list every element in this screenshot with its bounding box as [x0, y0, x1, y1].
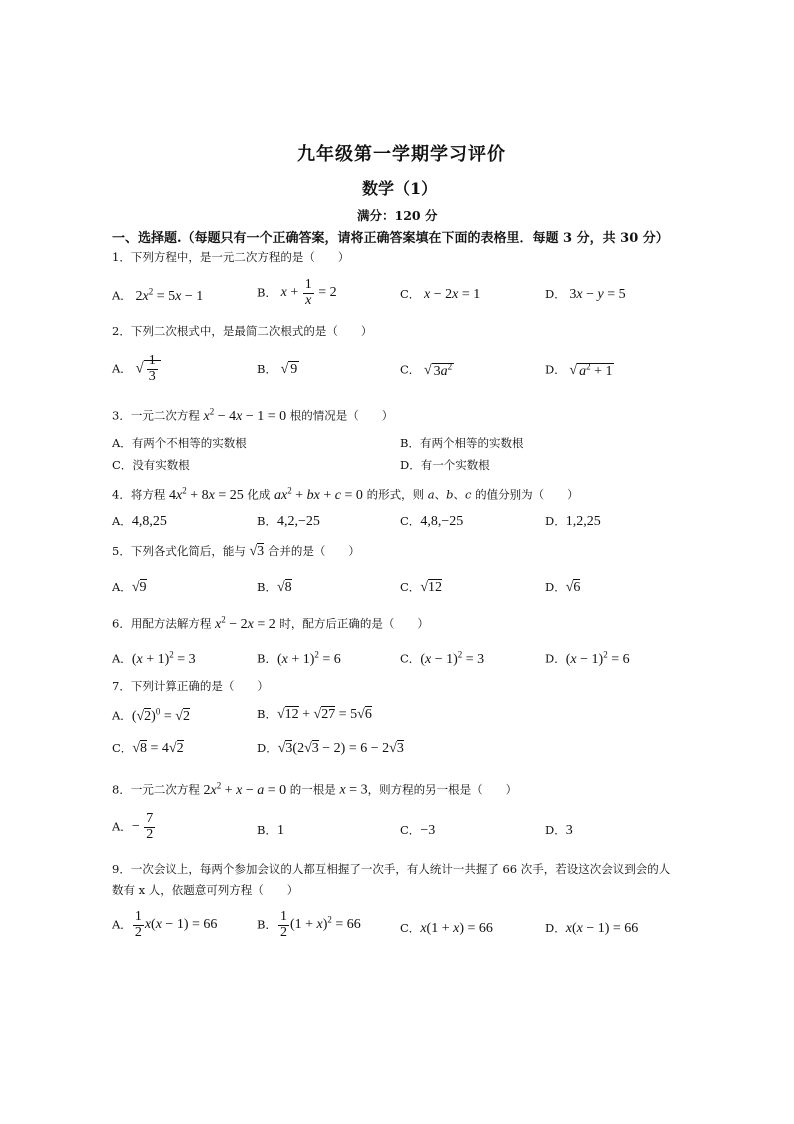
q9-option-c: C．x(1 + x) = 66 — [400, 921, 493, 936]
q3-option-d: D．有一个实数根 — [400, 458, 490, 472]
q5-option-d: D．√6 — [545, 580, 581, 595]
q4-option-a: A．4,8,25 — [112, 514, 167, 529]
q8-option-a: A．− $\frac{7}{2}$ — [112, 811, 154, 842]
question-5-stem: 5．下列各式化简后，能与 √3 合并的是（ ） — [112, 544, 360, 559]
subject-title: 数学（1） — [362, 179, 438, 198]
q5-option-a: A．√9 — [112, 580, 147, 595]
question-8-stem: 8．一元二次方程 $2x^2 + x - a = 0$ 的一根是 x = 3，则方程的另一根是（ ） — [112, 780, 518, 798]
full-score: 满分：120 分 — [357, 208, 438, 223]
q7-option-d: D．√3(2√3 − 2) = 6 − 2√3 — [257, 741, 404, 756]
question-4-stem: 4．将方程 $4x^2 + 8x = 25$ 化成 $ax^2$ + bx + c = 0 的形式，则 a、b、c 的值分别为（ ） — [112, 485, 579, 503]
q7-option-c: C．√8 = 4√2 — [112, 741, 184, 756]
q5-option-c: C．√12 — [400, 580, 442, 595]
q9-option-b: B． $\frac{1}{2}$ $(1 + x)^2 = 66$ — [257, 909, 361, 940]
q2-option-b: B． √ 9 — [257, 361, 298, 377]
question-6-stem: 6．用配方法解方程 $x^2 - 2x = 2$ 时，配方后正确的是（ ） — [112, 614, 429, 632]
q9-option-a: A． $\frac{1}{2}$ x(x − 1) = 66 — [112, 909, 218, 940]
q8-option-b: B．1 — [257, 823, 284, 838]
q6-option-b: B．$(x + 1)^2 = 6$ — [257, 649, 341, 667]
q1-option-c: C． x − 2x = 1 — [400, 287, 481, 302]
q4-option-c: C．4,8,−25 — [400, 514, 464, 529]
question-9-stem-line2: 数有 x 人，依题意可列方程（ ） — [112, 883, 299, 897]
q8-option-d: D．3 — [545, 823, 573, 838]
q6-option-a: A．$(x + 1)^2 = 3$ — [112, 649, 196, 667]
q7-option-a: A．$(√2)^0 = √2$ — [112, 706, 190, 724]
q2-option-a: A． √ $\frac{1}{3}$ — [112, 354, 161, 384]
q3-option-b: B．有两个相等的实数根 — [400, 436, 524, 450]
q6-option-c: C．$(x - 1)^2 = 3$ — [400, 649, 485, 667]
q6-option-d: D．$(x - 1)^2 = 6$ — [545, 649, 630, 667]
question-7-stem: 7．下列计算正确的是（ ） — [112, 679, 269, 693]
q4-option-d: D．1,2,25 — [545, 514, 601, 529]
q3-option-c: C．没有实数根 — [112, 458, 190, 472]
q3-option-a: A．有两个不相等的实数根 — [112, 436, 247, 450]
q2-option-d: D． √ $a^2 + 1$ — [545, 361, 613, 379]
question-9-stem-line1: 9．一次会议上，每两个参加会议的人都互相握了一次手，有人统计一共握了 66 次手，若设这次会议到会的人 — [112, 862, 671, 876]
q1-option-a: A． $2x^2 = 5x - 1$ — [112, 286, 204, 304]
question-1-stem: 1．下列方程中，是一元二次方程的是（ ） — [112, 250, 350, 264]
q1-option-b: B． x + $\frac{1}{x}$ = 2 — [257, 277, 337, 308]
page-title: 九年级第一学期学习评价 — [297, 144, 506, 165]
q1-option-d: D． 3x − y = 5 — [545, 287, 626, 302]
q2-option-c: C． √ $3a^2$ — [400, 361, 453, 379]
q8-option-c: C．−3 — [400, 823, 436, 838]
question-3-stem: 3．一元二次方程 $x^2 - 4x - 1 = 0$ 根的情况是（ ） — [112, 406, 394, 424]
q5-option-b: B．√8 — [257, 580, 292, 595]
question-2-stem: 2．下列二次根式中，是最简二次根式的是（ ） — [112, 324, 373, 338]
q9-option-d: D．x(x − 1) = 66 — [545, 921, 639, 936]
q7-option-b: B．√12 + √27 = 5√6 — [257, 707, 372, 722]
section-heading: 一、选择题.（每题只有一个正确答案，请将正确答案填在下面的表格里．每题 3 分，共 30 分） — [112, 231, 669, 246]
q4-option-b: B．4,2,−25 — [257, 514, 320, 529]
